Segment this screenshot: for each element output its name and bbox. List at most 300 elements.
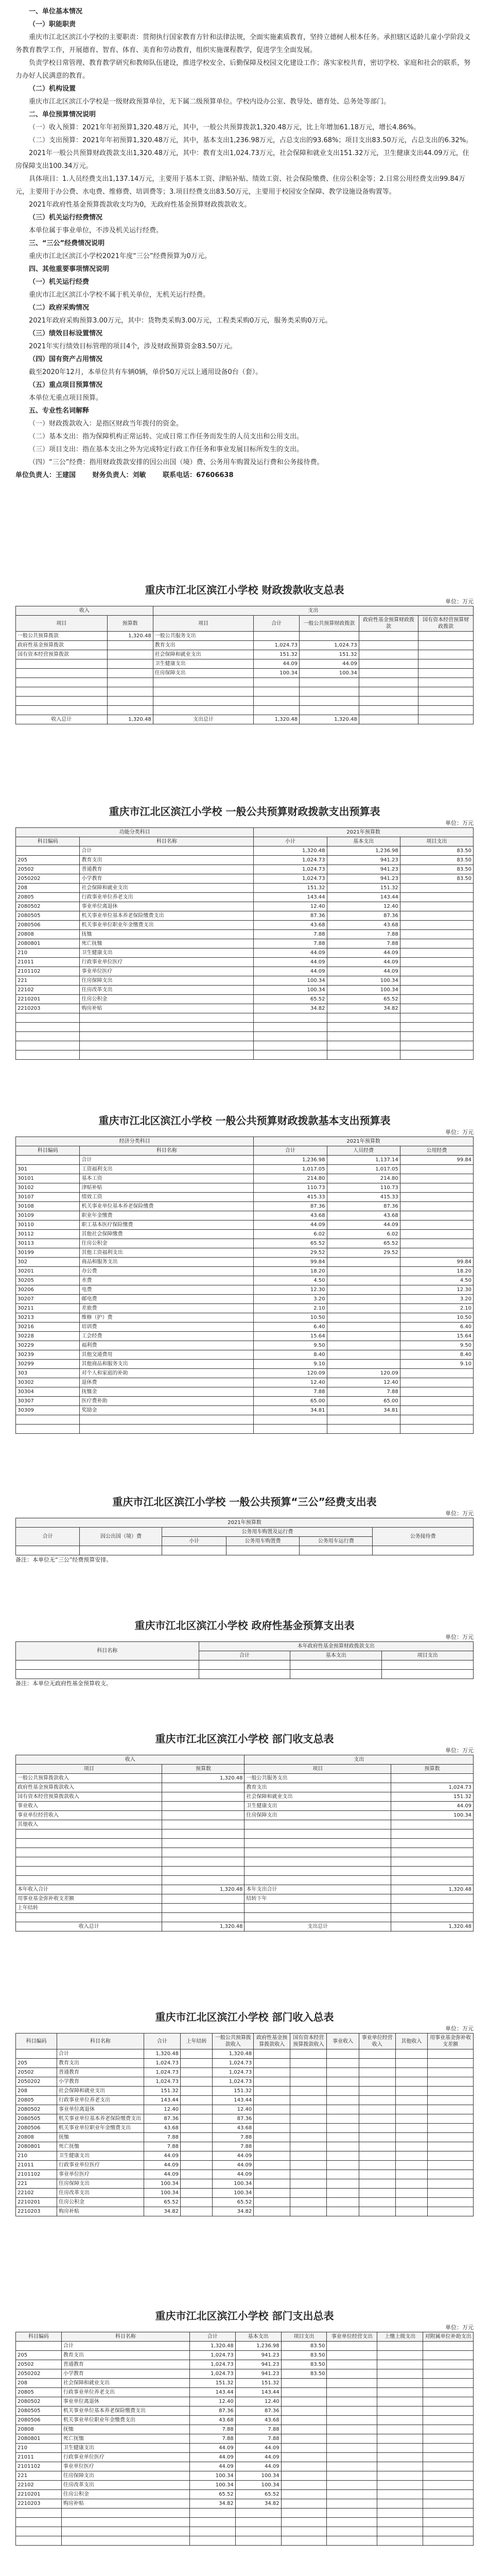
- table-cell: [428, 2207, 474, 2216]
- table-row: [16, 1670, 474, 1679]
- table-cell: 941.23: [235, 2369, 281, 2379]
- table-cell: [254, 2179, 290, 2189]
- table-cell: 87.36: [254, 911, 327, 921]
- table-cell: 事业单位医疗: [57, 2170, 144, 2179]
- table-row: [16, 1829, 474, 1839]
- table-cell: [423, 2397, 474, 2406]
- table-cell: 30228: [16, 1332, 80, 1341]
- table-cell: [162, 1913, 244, 1922]
- table-cell: 国有资本经营预算拨款: [16, 650, 108, 659]
- header-cell: 一般公共预算拨款收入: [213, 2033, 254, 2049]
- table-row: [16, 2161, 474, 2170]
- table-cell: 社会保障和就业支出: [61, 2379, 189, 2388]
- table-cell: [377, 2342, 423, 2351]
- table-cell: 100.34: [213, 2179, 254, 2189]
- table-cell: 1,024.73: [144, 2068, 180, 2077]
- table-row: [16, 967, 474, 976]
- header-cell: 小计: [162, 1537, 226, 1546]
- table-cell: [327, 2444, 377, 2453]
- table-cell: [428, 2077, 474, 2087]
- table-cell: 100.34: [327, 986, 400, 995]
- table-cell: 44.09: [254, 967, 327, 976]
- table-cell: 65.52: [327, 1239, 400, 1248]
- table-cell: 水费: [80, 1276, 254, 1285]
- table-cell: [377, 2462, 423, 2471]
- table-cell: [254, 2170, 290, 2179]
- table-cell: [428, 2068, 474, 2077]
- table-cell: 15.64: [254, 1332, 327, 1341]
- dept-summary-table: [15, 1755, 474, 1931]
- table-cell: [327, 2096, 359, 2105]
- table-cell: 210: [16, 948, 80, 958]
- table-cell: [181, 2161, 213, 2170]
- table-cell: [382, 1660, 474, 1670]
- table-cell: [327, 2114, 359, 2124]
- table-cell: [61, 2536, 189, 2546]
- table-cell: [327, 2416, 377, 2425]
- table-cell: 政府性基金预算拨款: [16, 641, 108, 650]
- table-cell: [395, 2189, 427, 2198]
- table-cell: [428, 2087, 474, 2096]
- table-cell: [281, 2425, 327, 2434]
- table-cell: 小学教育: [80, 874, 254, 884]
- paragraph: 重庆市江北区滨江小学校2021年度“三公”经费预算为0万元。: [29, 252, 211, 260]
- table-cell: [395, 2114, 427, 2124]
- table-row: [16, 921, 474, 930]
- table-row: [16, 1165, 474, 1174]
- table-cell: [327, 2434, 377, 2444]
- table-cell: 151.32: [254, 650, 300, 659]
- table-cell: 1,024.73: [213, 2068, 254, 2077]
- table-cell: 1,024.73: [189, 2351, 235, 2360]
- table-cell: [377, 2434, 423, 2444]
- three-public-table: [15, 1518, 474, 1555]
- table-cell: [327, 2059, 359, 2068]
- table-cell: 电费: [80, 1285, 254, 1295]
- table-cell: 工会经费: [80, 1332, 254, 1341]
- header-cell: 功能分类科目: [16, 828, 254, 837]
- table-cell: 住房公积金: [61, 2490, 189, 2499]
- table-cell: 20808: [16, 2425, 62, 2434]
- table-cell: 9.10: [400, 1360, 473, 1369]
- table-cell: 差旅费: [80, 1304, 254, 1313]
- table-cell: [290, 2133, 327, 2142]
- table-cell: 30199: [16, 1248, 80, 1258]
- table-row: [16, 641, 474, 650]
- table-cell: [254, 2207, 290, 2216]
- table-cell: 1,320.48: [254, 846, 327, 856]
- table-cell: [400, 986, 473, 995]
- table-cell: 住房改革支出: [57, 2189, 144, 2198]
- table-cell: 医疗费补助: [80, 1397, 254, 1406]
- table-cell: [107, 669, 153, 678]
- table-cell: 205: [16, 2351, 62, 2360]
- table-cell: [418, 678, 474, 687]
- table-cell: 210: [16, 2151, 57, 2161]
- table-cell: 83.50: [400, 874, 473, 884]
- table-cell: [281, 2453, 327, 2462]
- table-cell: [281, 2434, 327, 2444]
- table-cell: 65.00: [254, 1397, 327, 1406]
- table-cell: [290, 2189, 327, 2198]
- table-row: [16, 1360, 474, 1369]
- table-cell: 83.50: [281, 2351, 327, 2360]
- header-cell: 一般公共预算财政拨款: [300, 616, 359, 632]
- table-cell: [300, 678, 359, 687]
- table-cell: [235, 2527, 281, 2536]
- header-cell: 科目名称: [16, 1642, 199, 1660]
- table-row: [16, 2471, 474, 2481]
- table-cell: 机关事业单位基本养老保险缴费: [80, 1202, 254, 1211]
- table-cell: [428, 2179, 474, 2189]
- table-cell: [400, 958, 473, 967]
- table-cell: 30109: [16, 1211, 80, 1221]
- table-cell: [359, 2077, 395, 2087]
- table-cell: 34.82: [213, 2207, 254, 2216]
- table-cell: [327, 2360, 377, 2369]
- table-cell: [16, 1425, 80, 1434]
- table-cell: [359, 2198, 395, 2207]
- table-cell: [254, 706, 300, 715]
- table-cell: 12.40: [327, 902, 400, 911]
- table-row: [16, 2527, 474, 2536]
- table-cell: [377, 2360, 423, 2369]
- table-cell: [428, 2198, 474, 2207]
- table-cell: 100.34: [254, 976, 327, 986]
- table-cell: 83.50: [281, 2360, 327, 2369]
- table-cell: 44.09: [235, 2462, 281, 2471]
- table-cell: [359, 669, 418, 678]
- table-row: [16, 706, 474, 715]
- table-row: [16, 958, 474, 967]
- table-cell: 退休费: [80, 1378, 254, 1387]
- table-row: [16, 1415, 474, 1425]
- table-cell: [16, 1876, 162, 1885]
- table-cell: 2080801: [16, 2142, 57, 2151]
- table-cell: 43.68: [189, 2416, 235, 2425]
- table-cell: 死亡抚恤: [61, 2434, 189, 2444]
- table-cell: [418, 687, 474, 697]
- table-cell: [290, 2059, 327, 2068]
- table-cell: [244, 1867, 391, 1876]
- table-cell: [16, 2049, 57, 2059]
- table-cell: 2080502: [16, 902, 80, 911]
- table-cell: [281, 2509, 327, 2518]
- table-cell: 143.44: [189, 2388, 235, 2397]
- general-expenditure-table: [15, 827, 474, 1060]
- table-cell: [377, 2351, 423, 2360]
- paragraph: 2021年实行绩效目标管理的项目4个，涉及财政预算资金83.50万元。: [29, 343, 237, 350]
- table-cell: [327, 1425, 400, 1434]
- table-cell: [423, 2425, 474, 2434]
- table-row: [16, 865, 474, 874]
- table-cell: [162, 1811, 244, 1820]
- table-cell: 30107: [16, 1193, 80, 1202]
- table-cell: [181, 2087, 213, 2096]
- table-row: [16, 2509, 474, 2518]
- table-cell: [359, 2142, 395, 2151]
- table-cell: [400, 1023, 473, 1032]
- table-cell: 151.32: [189, 2379, 235, 2388]
- gov-fund-table: [15, 1641, 474, 1679]
- table-cell: 教育支出: [80, 856, 254, 865]
- table-row: [16, 1032, 474, 1041]
- table-cell: [395, 2096, 427, 2105]
- paragraph: 2021年政府性基金预算拨款收支均为0，无政府性基金预算财政拨款收支。: [29, 201, 251, 209]
- table-row: [16, 2388, 474, 2397]
- table-cell: [428, 2161, 474, 2170]
- dept-income-table: [15, 2033, 474, 2216]
- table-cell: 12.40: [189, 2397, 235, 2406]
- table-unit: 单位：万元: [445, 820, 474, 826]
- table-cell: [418, 715, 474, 724]
- table-cell: [254, 1415, 327, 1425]
- table-cell: 1,024.73: [144, 2059, 180, 2068]
- table-cell: [359, 2161, 395, 2170]
- table-cell: 100.34: [144, 2179, 180, 2189]
- phone-number: 67606638: [196, 471, 234, 479]
- table-row: [16, 1258, 474, 1267]
- table-cell: [281, 2527, 327, 2536]
- table-row: [16, 986, 474, 995]
- table-cell: [16, 2527, 62, 2536]
- table-cell: 210: [16, 2444, 62, 2453]
- table-cell: 1,024.73: [254, 865, 327, 874]
- header-cell: 事业收入: [327, 2033, 359, 2049]
- table-cell: [423, 2527, 474, 2536]
- table-cell: [181, 2198, 213, 2207]
- table-row: [16, 2114, 474, 2124]
- table-cell: [16, 1546, 80, 1555]
- table-cell: [290, 2087, 327, 2096]
- header-cell: 上年结转: [181, 2033, 213, 2049]
- table-cell: [400, 884, 473, 893]
- table-cell: 办公费: [80, 1267, 254, 1276]
- table-row: [16, 2049, 474, 2059]
- table-cell: [327, 2087, 359, 2096]
- table-row: [16, 1904, 474, 1913]
- table-row: [16, 1323, 474, 1332]
- table-cell: [327, 2105, 359, 2114]
- table-cell: 100.34: [235, 2481, 281, 2490]
- table-cell: [423, 2406, 474, 2416]
- table-cell: 30112: [16, 1230, 80, 1239]
- table-row: [16, 1820, 474, 1829]
- table-cell: [400, 930, 473, 939]
- table-cell: [359, 2189, 395, 2198]
- table-cell: 卫生健康支出: [80, 948, 254, 958]
- table-cell: 4.50: [400, 1276, 473, 1285]
- table-cell: 21011: [16, 958, 80, 967]
- table-cell: [391, 1848, 473, 1857]
- table-cell: [423, 2481, 474, 2490]
- table-cell: 2080506: [16, 2124, 57, 2133]
- table-cell: [327, 1258, 400, 1267]
- table-cell: 社会保障和就业支出: [153, 650, 254, 659]
- table-note: 备注：本单位无“三公”经费预算安排。: [15, 1556, 112, 1563]
- table-cell: [199, 1670, 290, 1679]
- table-cell: 职业年金缴费: [80, 1211, 254, 1221]
- table-row: [16, 2207, 474, 2216]
- table-cell: [395, 2068, 427, 2077]
- table-cell: [107, 687, 153, 697]
- table-cell: 12.40: [235, 2397, 281, 2406]
- table-row: [16, 2444, 474, 2453]
- table-cell: 机关事业单位基本养老保险缴费支出: [61, 2406, 189, 2416]
- table-cell: 事业收入: [16, 1802, 162, 1811]
- table-row: [16, 2133, 474, 2142]
- signature-line: [15, 469, 474, 482]
- table-cell: 9.50: [254, 1341, 327, 1350]
- paragraph: 重庆市江北区滨江小学校的主要职责：贯彻执行国家教育方针和法律法规，全面实施素质教育，坚持立德树人根本任务。承担辖区适龄儿童小学阶段义务教育教学工作，开展德育、智育、体育、美育和劳动教育，组织实施课程教学，促进学生全面发展。: [15, 33, 471, 54]
- table-cell: [359, 2096, 395, 2105]
- table-cell: [290, 2161, 327, 2170]
- table-cell: 151.32: [254, 884, 327, 893]
- table-cell: [16, 669, 108, 678]
- table-cell: [400, 1193, 473, 1202]
- table-cell: [395, 2105, 427, 2114]
- table-cell: [428, 2170, 474, 2179]
- paragraph: 截至2020年12月，本单位共有车辆0辆，单价50万元以上通用设备0台（套）。: [29, 368, 263, 376]
- table-cell: [181, 2049, 213, 2059]
- table-cell: [107, 697, 153, 706]
- table-cell: [235, 2536, 281, 2546]
- table-cell: [327, 1341, 400, 1350]
- table-cell: 43.68: [254, 1211, 327, 1221]
- table-cell: [235, 2509, 281, 2518]
- table-cell: [377, 2499, 423, 2509]
- table-cell: 221: [16, 2179, 57, 2189]
- table-cell: [281, 2471, 327, 2481]
- table-cell: 44.09: [327, 1221, 400, 1230]
- table-cell: [61, 2509, 189, 2518]
- table-row: [16, 948, 474, 958]
- table-cell: [290, 2179, 327, 2189]
- table-cell: [423, 2453, 474, 2462]
- table-cell: [400, 1183, 473, 1193]
- table-cell: [428, 2049, 474, 2059]
- table-cell: [327, 2142, 359, 2151]
- table-row: [16, 874, 474, 884]
- table-cell: 4.50: [254, 1276, 327, 1285]
- table-cell: 87.36: [235, 2406, 281, 2416]
- table-cell: 100.34: [327, 976, 400, 986]
- table-cell: 30302: [16, 1378, 80, 1387]
- table-cell: [254, 2124, 290, 2133]
- table-fiscal-summary-section: [15, 582, 474, 724]
- table-cell: [418, 632, 474, 641]
- table-cell: [382, 1670, 474, 1679]
- table-row: [16, 2342, 474, 2351]
- table-cell: 基本工资: [80, 1174, 254, 1183]
- table-cell: [181, 2096, 213, 2105]
- table-cell: [281, 2397, 327, 2406]
- table-cell: [400, 911, 473, 921]
- table-cell: 死亡抚恤: [80, 939, 254, 948]
- table-cell: [395, 2161, 427, 2170]
- table-title: 重庆市江北区滨江小学校 部门收支总表: [155, 1733, 334, 1745]
- table-cell: 100.34: [213, 2189, 254, 2198]
- header-cell: 合计: [199, 1651, 290, 1660]
- table-cell: 143.44: [327, 893, 400, 902]
- table-cell: 7.88: [254, 939, 327, 948]
- table-cell: [162, 1857, 244, 1867]
- table-cell: [327, 2499, 377, 2509]
- table-cell: [254, 2096, 290, 2105]
- header-cell: 上缴上级支出: [377, 2332, 423, 2342]
- table-row: [16, 1660, 474, 1670]
- table-cell: 1,024.73: [254, 874, 327, 884]
- table-cell: [327, 2077, 359, 2087]
- table-cell: [377, 2490, 423, 2499]
- table-cell: [162, 1783, 244, 1792]
- table-row: [16, 2077, 474, 2087]
- table-cell: 维修（护）费: [80, 1313, 254, 1323]
- table-cell: 21011: [16, 2453, 62, 2462]
- table-cell: [254, 2189, 290, 2198]
- table-cell: 43.68: [213, 2124, 254, 2133]
- table-row: [16, 1406, 474, 1415]
- table-row: [16, 1857, 474, 1867]
- table-cell: [359, 2087, 395, 2096]
- table-cell: [423, 2416, 474, 2425]
- table-cell: 99.84: [400, 1258, 473, 1267]
- table-cell: 一般公共预算拨款收入: [16, 1774, 162, 1783]
- table-row: [16, 976, 474, 986]
- table-cell: 208: [16, 884, 80, 893]
- table-cell: [254, 2133, 290, 2142]
- table-cell: 本年支出合计: [244, 1885, 391, 1894]
- table-cell: 302: [16, 1258, 80, 1267]
- table-cell: [400, 1050, 473, 1060]
- table-cell: 1,320.48: [254, 715, 300, 724]
- table-cell: [80, 1546, 162, 1555]
- table-cell: 99.84: [400, 1156, 473, 1165]
- table-cell: 行政事业单位医疗: [61, 2453, 189, 2462]
- table-cell: 7.88: [144, 2133, 180, 2142]
- table-cell: 邮电费: [80, 1295, 254, 1304]
- table-cell: [359, 706, 418, 715]
- table-cell: [254, 2142, 290, 2151]
- table-cell: 机关事业单位基本养老保险缴费支出: [80, 911, 254, 921]
- table-cell: 43.68: [254, 921, 327, 930]
- table-cell: [290, 2207, 327, 2216]
- table-cell: [254, 2087, 290, 2096]
- table-cell: 30206: [16, 1285, 80, 1295]
- table-cell: [377, 2509, 423, 2518]
- table-row: [16, 2462, 474, 2471]
- table-cell: [181, 2179, 213, 2189]
- table-unit: 单位：万元: [445, 2324, 474, 2331]
- table-cell: 30110: [16, 1221, 80, 1230]
- table-row: [16, 2170, 474, 2179]
- table-cell: [327, 1295, 400, 1304]
- table-cell: 7.88: [144, 2142, 180, 2151]
- table-cell: [281, 2481, 327, 2490]
- section-subheading: （三）机关运行经费情况: [29, 214, 103, 222]
- table-cell: [327, 2170, 359, 2179]
- table-cell: [400, 1369, 473, 1378]
- table-cell: 43.68: [144, 2124, 180, 2133]
- table-cell: [327, 1360, 400, 1369]
- table-cell: [281, 2379, 327, 2388]
- table-cell: [16, 846, 80, 856]
- table-cell: 43.68: [327, 921, 400, 930]
- table-cell: 购房补贴: [80, 1004, 254, 1013]
- table-title: 重庆市江北区滨江小学校 部门支出总表: [155, 2310, 334, 2322]
- table-cell: [300, 697, 359, 706]
- table-cell: 1,024.73: [144, 2077, 180, 2087]
